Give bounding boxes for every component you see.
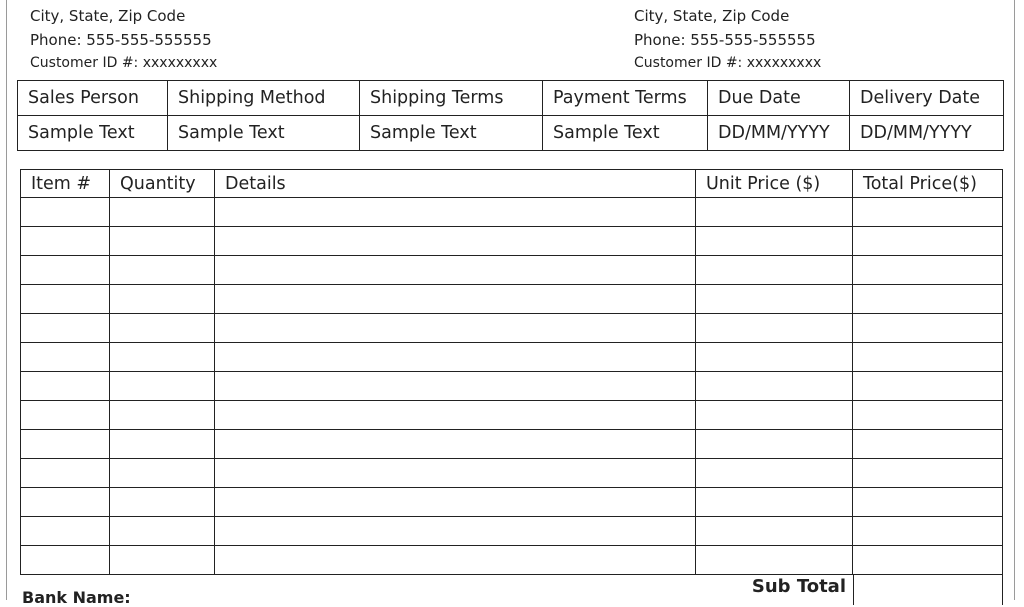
table-row: [21, 198, 1003, 227]
item-cell[interactable]: [696, 430, 853, 459]
item-cell[interactable]: [853, 227, 1003, 256]
item-cell[interactable]: [110, 517, 215, 546]
terms-value-row: [18, 116, 1004, 151]
item-cell[interactable]: [215, 401, 696, 430]
seller-address-block: [30, 5, 217, 76]
item-cell[interactable]: [696, 343, 853, 372]
item-cell[interactable]: [21, 401, 110, 430]
terms-value-cell[interactable]: DD/MM/YYYY: [850, 116, 1004, 151]
item-cell[interactable]: [215, 256, 696, 285]
item-cell[interactable]: [21, 227, 110, 256]
items-body: [21, 198, 1003, 575]
seller-phone: Phone: 555-555-555555: [30, 30, 212, 49]
terms-header-cell: Sales Person: [18, 81, 168, 116]
item-cell[interactable]: [853, 517, 1003, 546]
table-row: [21, 546, 1003, 575]
items-header-cell: Item #: [21, 170, 110, 198]
item-cell[interactable]: [215, 227, 696, 256]
item-cell[interactable]: [21, 517, 110, 546]
items-header-cell: Quantity: [110, 170, 215, 198]
seller-customer-id: Customer ID #: xxxxxxxxx: [30, 55, 218, 71]
terms-value-cell[interactable]: Sample Text: [18, 116, 168, 151]
table-row: [21, 430, 1003, 459]
item-cell[interactable]: [215, 285, 696, 314]
table-row: [21, 517, 1003, 546]
item-cell[interactable]: [110, 343, 215, 372]
item-cell[interactable]: [696, 314, 853, 343]
item-cell[interactable]: [110, 401, 215, 430]
item-cell[interactable]: [215, 488, 696, 517]
bank-name-label: Bank Name:: [22, 588, 131, 607]
item-cell[interactable]: [853, 430, 1003, 459]
items-header-cell: Unit Price ($): [696, 170, 853, 198]
item-cell[interactable]: [110, 285, 215, 314]
item-cell[interactable]: [21, 459, 110, 488]
item-cell[interactable]: [215, 430, 696, 459]
item-cell[interactable]: [215, 198, 696, 227]
item-cell[interactable]: [110, 227, 215, 256]
terms-value-cell[interactable]: Sample Text: [360, 116, 543, 151]
item-cell[interactable]: [110, 488, 215, 517]
item-cell[interactable]: [696, 459, 853, 488]
item-cell[interactable]: [215, 459, 696, 488]
terms-header-row: [18, 81, 1004, 116]
items-table: [20, 169, 1003, 575]
item-cell[interactable]: [696, 256, 853, 285]
item-cell[interactable]: [110, 314, 215, 343]
item-cell[interactable]: [215, 546, 696, 575]
terms-header-cell: Shipping Terms: [360, 81, 543, 116]
terms-header-cell: Due Date: [708, 81, 850, 116]
item-cell[interactable]: [215, 517, 696, 546]
item-cell[interactable]: [21, 256, 110, 285]
item-cell[interactable]: [21, 546, 110, 575]
item-cell[interactable]: [853, 343, 1003, 372]
item-cell[interactable]: [696, 517, 853, 546]
item-cell[interactable]: [853, 546, 1003, 575]
item-cell[interactable]: [853, 488, 1003, 517]
item-cell[interactable]: [853, 314, 1003, 343]
item-cell[interactable]: [110, 546, 215, 575]
item-cell[interactable]: [696, 198, 853, 227]
page-border-left: [6, 0, 7, 600]
terms-header-cell: Payment Terms: [543, 81, 708, 116]
item-cell[interactable]: [696, 372, 853, 401]
item-cell[interactable]: [853, 401, 1003, 430]
table-row: [21, 314, 1003, 343]
item-cell[interactable]: [696, 227, 853, 256]
item-cell[interactable]: [853, 256, 1003, 285]
item-cell[interactable]: [215, 343, 696, 372]
table-row: [21, 372, 1003, 401]
items-header-cell: Total Price($): [853, 170, 1003, 198]
customer-city-state-zip: City, State, Zip Code: [634, 7, 790, 25]
item-cell[interactable]: [696, 285, 853, 314]
item-cell[interactable]: [696, 546, 853, 575]
item-cell[interactable]: [110, 372, 215, 401]
item-cell[interactable]: [853, 372, 1003, 401]
items-header-cell: Details: [215, 170, 696, 198]
terms-table: [17, 80, 1004, 151]
item-cell[interactable]: [853, 459, 1003, 488]
item-cell[interactable]: [696, 401, 853, 430]
customer-phone: Phone: 555-555-555555: [634, 30, 816, 49]
table-row: [21, 488, 1003, 517]
items-header-row: [21, 170, 1003, 198]
item-cell[interactable]: [696, 488, 853, 517]
item-cell[interactable]: [21, 488, 110, 517]
item-cell[interactable]: [21, 198, 110, 227]
table-row: [21, 343, 1003, 372]
item-cell[interactable]: [21, 343, 110, 372]
item-cell[interactable]: [853, 198, 1003, 227]
terms-header-cell: Shipping Method: [168, 81, 360, 116]
customer-address-block: [634, 5, 821, 76]
terms-value-cell[interactable]: Sample Text: [543, 116, 708, 151]
item-cell[interactable]: [215, 372, 696, 401]
item-cell[interactable]: [110, 459, 215, 488]
item-cell[interactable]: [110, 256, 215, 285]
customer-customer-id: Customer ID #: xxxxxxxxx: [634, 55, 822, 71]
table-row: [21, 256, 1003, 285]
terms-header-cell: Delivery Date: [850, 81, 1004, 116]
table-row: [21, 227, 1003, 256]
item-cell[interactable]: [110, 430, 215, 459]
page-border-right: [1014, 0, 1015, 600]
terms-value-cell[interactable]: Sample Text: [168, 116, 360, 151]
table-row: [21, 459, 1003, 488]
item-cell[interactable]: [215, 314, 696, 343]
seller-city-state-zip: City, State, Zip Code: [30, 7, 186, 25]
table-row: [21, 401, 1003, 430]
item-cell[interactable]: [21, 285, 110, 314]
table-row: [21, 285, 1003, 314]
subtotal-label: Sub Total: [751, 576, 846, 597]
item-cell[interactable]: [853, 285, 1003, 314]
item-cell[interactable]: [110, 198, 215, 227]
subtotal-value-field[interactable]: [853, 575, 1003, 605]
item-cell[interactable]: [21, 314, 110, 343]
item-cell[interactable]: [21, 430, 110, 459]
terms-value-cell[interactable]: DD/MM/YYYY: [708, 116, 850, 151]
item-cell[interactable]: [21, 372, 110, 401]
